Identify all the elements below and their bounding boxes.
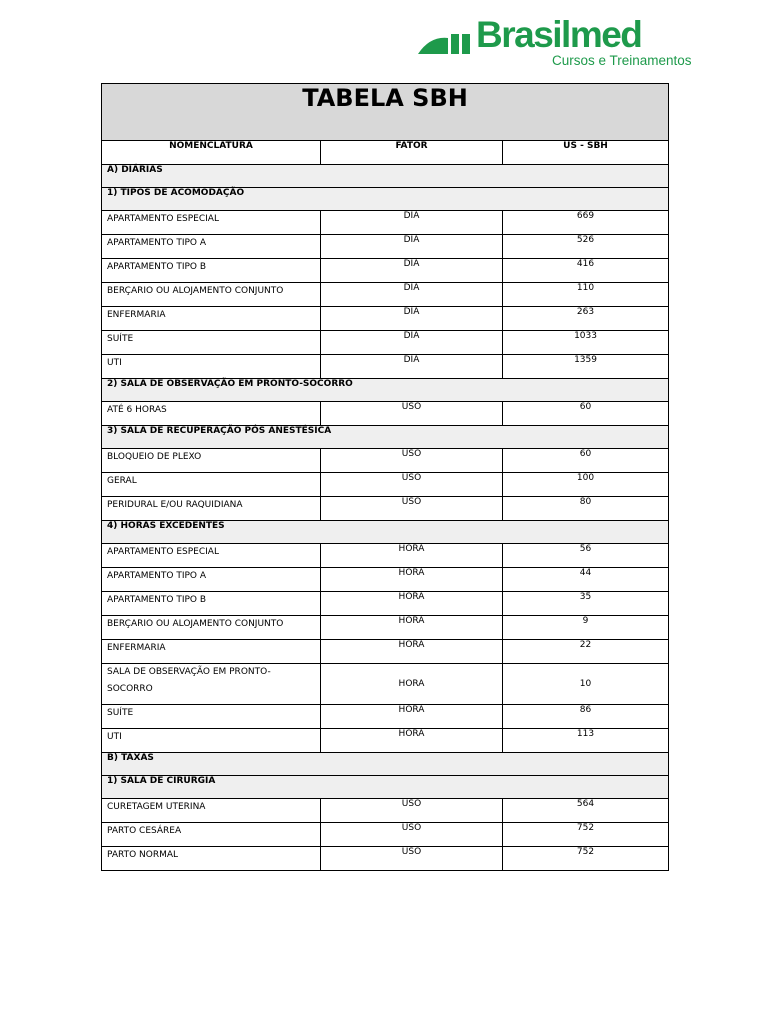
section-label: 1) SALA DE CIRURGIA xyxy=(102,776,669,799)
row-us-sbh: 263 xyxy=(503,307,669,331)
row-fator: HORA xyxy=(321,592,503,616)
row-name: SUÍTE xyxy=(102,705,321,729)
row-us-sbh: 60 xyxy=(503,449,669,473)
row-name: SUÍTE xyxy=(102,331,321,355)
logo-tagline: Cursos e Treinamentos xyxy=(552,53,692,68)
row-name: CURETAGEM UTERINA xyxy=(102,799,321,823)
section-row xyxy=(102,753,669,776)
row-us-sbh: 416 xyxy=(503,259,669,283)
row-name: BERÇARIO OU ALOJAMENTO CONJUNTO xyxy=(102,283,321,307)
row-fator: HORA xyxy=(321,729,503,753)
row-fator: HORA xyxy=(321,544,503,568)
table-row xyxy=(102,283,669,307)
table-row xyxy=(102,307,669,331)
row-us-sbh: 22 xyxy=(503,640,669,664)
table-row xyxy=(102,847,669,871)
section-row xyxy=(102,521,669,544)
row-name: PARTO NORMAL xyxy=(102,847,321,871)
section-label: 2) SALA DE OBSERVAÇÃO EM PRONTO-SOCORRO xyxy=(102,379,669,402)
row-us-sbh: 100 xyxy=(503,473,669,497)
logo-name: Brasilmed xyxy=(476,14,642,55)
row-fator: DIA xyxy=(321,259,503,283)
row-fator: HORA xyxy=(321,616,503,640)
table-row xyxy=(102,823,669,847)
row-us-sbh: 110 xyxy=(503,283,669,307)
table-row xyxy=(102,640,669,664)
row-us-sbh: 10 xyxy=(503,664,669,705)
row-fator: USO xyxy=(321,402,503,426)
row-fator: DIA xyxy=(321,283,503,307)
row-fator: DIA xyxy=(321,355,503,379)
row-fator: DIA xyxy=(321,307,503,331)
row-fator: DIA xyxy=(321,211,503,235)
row-fator: USO xyxy=(321,449,503,473)
section-row xyxy=(102,165,669,188)
section-row xyxy=(102,188,669,211)
brasilmed-logo xyxy=(418,14,692,72)
row-name: ENFERMARIA xyxy=(102,307,321,331)
row-us-sbh: 86 xyxy=(503,705,669,729)
table-row xyxy=(102,799,669,823)
row-fator: USO xyxy=(321,847,503,871)
table-row xyxy=(102,473,669,497)
section-label: B) TAXAS xyxy=(102,753,669,776)
row-name: APARTAMENTO TIPO A xyxy=(102,235,321,259)
sbh-table xyxy=(101,83,669,871)
row-us-sbh: 1359 xyxy=(503,355,669,379)
table-title: TABELA SBH xyxy=(102,84,669,141)
table-row xyxy=(102,544,669,568)
section-row xyxy=(102,426,669,449)
row-us-sbh: 113 xyxy=(503,729,669,753)
row-name: ATÉ 6 HORAS xyxy=(102,402,321,426)
table-row xyxy=(102,664,669,705)
row-name: APARTAMENTO ESPECIAL xyxy=(102,211,321,235)
row-name: GERAL xyxy=(102,473,321,497)
row-name: SALA DE OBSERVAÇÃO EM PRONTO-SOCORRO xyxy=(102,664,321,705)
row-fator: HORA xyxy=(321,664,503,705)
table-title-row xyxy=(102,84,669,141)
section-label: A) DIÁRIAS xyxy=(102,165,669,188)
table-row xyxy=(102,402,669,426)
row-name: UTI xyxy=(102,355,321,379)
row-name: APARTAMENTO ESPECIAL xyxy=(102,544,321,568)
logo-mark-icon xyxy=(418,32,480,54)
header-fator: FATOR xyxy=(321,141,503,165)
row-fator: USO xyxy=(321,799,503,823)
row-name: UTI xyxy=(102,729,321,753)
row-name: APARTAMENTO TIPO B xyxy=(102,592,321,616)
row-fator: USO xyxy=(321,473,503,497)
table-row xyxy=(102,497,669,521)
table-row xyxy=(102,449,669,473)
row-us-sbh: 80 xyxy=(503,497,669,521)
table-row xyxy=(102,568,669,592)
table-row xyxy=(102,355,669,379)
section-label: 1) TIPOS DE ACOMODAÇÃO xyxy=(102,188,669,211)
table-row xyxy=(102,235,669,259)
row-us-sbh: 1033 xyxy=(503,331,669,355)
row-us-sbh: 9 xyxy=(503,616,669,640)
table-row xyxy=(102,729,669,753)
row-name: ENFERMARIA xyxy=(102,640,321,664)
row-us-sbh: 564 xyxy=(503,799,669,823)
section-label: 3) SALA DE RECUPERAÇÃO PÓS ANESTÉSICA xyxy=(102,426,669,449)
row-us-sbh: 60 xyxy=(503,402,669,426)
header-nomenclatura: NOMENCLATURA xyxy=(102,141,321,165)
row-us-sbh: 669 xyxy=(503,211,669,235)
row-fator: HORA xyxy=(321,705,503,729)
row-us-sbh: 752 xyxy=(503,847,669,871)
table-row xyxy=(102,616,669,640)
row-us-sbh: 752 xyxy=(503,823,669,847)
row-us-sbh: 35 xyxy=(503,592,669,616)
section-label: 4) HORAS EXCEDENTES xyxy=(102,521,669,544)
row-fator: USO xyxy=(321,823,503,847)
row-us-sbh: 526 xyxy=(503,235,669,259)
row-fator: USO xyxy=(321,497,503,521)
section-row xyxy=(102,379,669,402)
table-header-row xyxy=(102,141,669,165)
row-name: BLOQUEIO DE PLEXO xyxy=(102,449,321,473)
section-row xyxy=(102,776,669,799)
row-fator: HORA xyxy=(321,640,503,664)
row-fator: HORA xyxy=(321,568,503,592)
table-row xyxy=(102,331,669,355)
table-row xyxy=(102,259,669,283)
row-name: APARTAMENTO TIPO A xyxy=(102,568,321,592)
header-us-sbh: US - SBH xyxy=(503,141,669,165)
row-name: APARTAMENTO TIPO B xyxy=(102,259,321,283)
row-us-sbh: 44 xyxy=(503,568,669,592)
row-fator: DIA xyxy=(321,235,503,259)
table-row xyxy=(102,705,669,729)
table-row xyxy=(102,211,669,235)
table-row xyxy=(102,592,669,616)
row-name: BERÇARIO OU ALOJAMENTO CONJUNTO xyxy=(102,616,321,640)
row-us-sbh: 56 xyxy=(503,544,669,568)
row-name: PERIDURAL E/OU RAQUIDIANA xyxy=(102,497,321,521)
row-fator: DIA xyxy=(321,331,503,355)
row-name: PARTO CESÁREA xyxy=(102,823,321,847)
